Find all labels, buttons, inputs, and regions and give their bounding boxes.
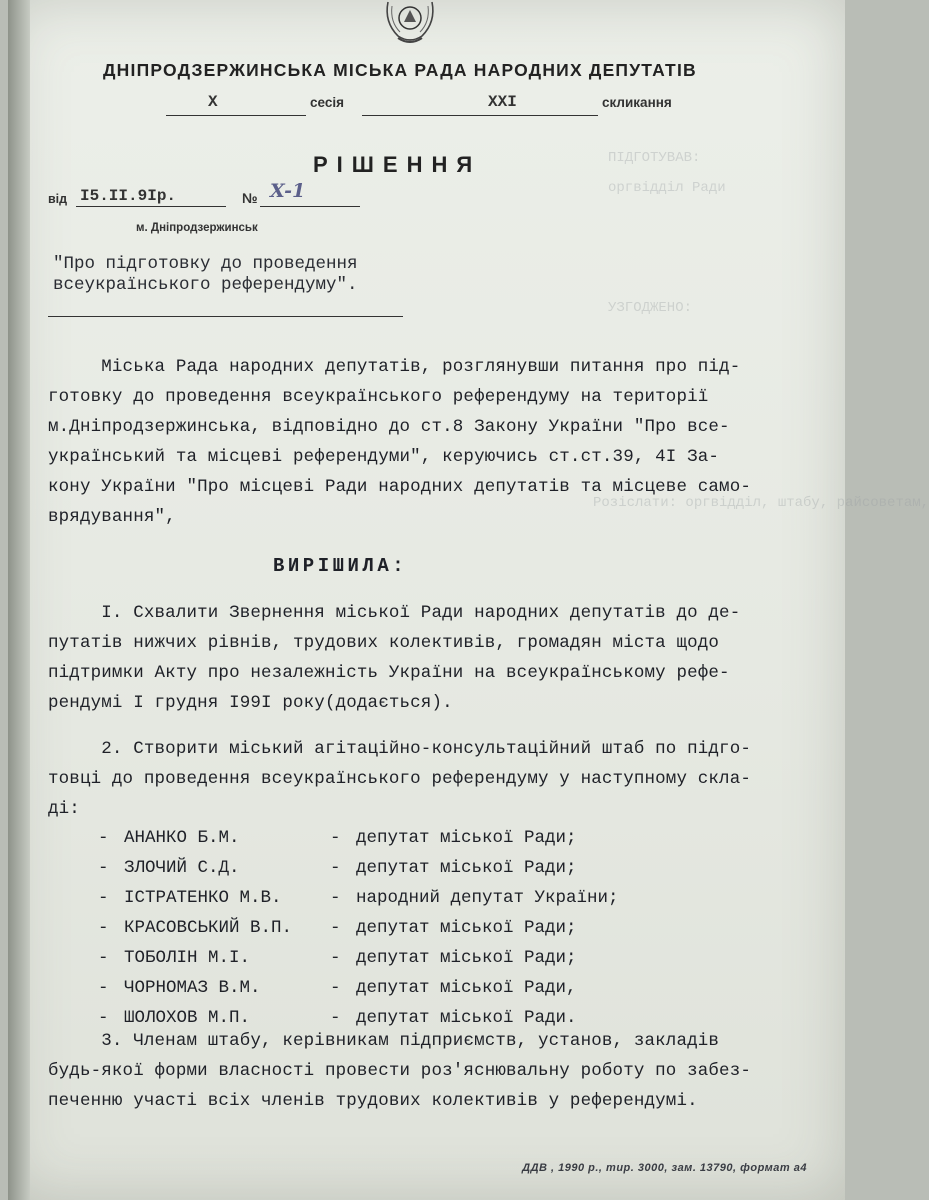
staff-name: КРАСОВСЬКИЙ В.П. (124, 918, 293, 938)
staff-row: - ЧОРНОМАЗ В.М. - депутат міської Ради, (98, 978, 577, 998)
staff-role: депутат міської Ради; (356, 828, 577, 848)
item-1-line: путатів нижчих рівнів, трудових колективів, громадян міста щодо (48, 633, 720, 653)
staff-role: депутат міської Ради; (356, 858, 577, 878)
document-sheet (8, 0, 929, 1200)
staff-name: ШОЛОХОВ М.П. (124, 1008, 251, 1028)
item-2-line: ді: (48, 799, 80, 819)
staff-role: депутат міської Ради. (356, 1008, 577, 1028)
preamble-line: врядування", (48, 507, 176, 527)
convocation-label: скликання (602, 95, 672, 110)
bleed-text: оргвідділ Ради (608, 180, 726, 196)
session-line (118, 95, 738, 119)
staff-name: ІСТРАТЕНКО М.В. (124, 888, 282, 908)
staff-list (98, 828, 738, 1030)
session-number: Х (208, 93, 218, 111)
preamble-line: м.Дніпродзержинська, відповідно до ст.8 Закону України "Про все- (48, 417, 730, 437)
item-2-line: товці до проведення всеукраїнського референдуму у наступному скла- (48, 769, 752, 789)
subject-underline (48, 316, 403, 317)
council-title: ДНІПРОДЗЕРЖИНСЬКА МІСЬКА РАДА НАРОДНИХ ДЕПУТАТІВ (103, 60, 697, 80)
city-note: м. Дніпродзержинськ (136, 222, 258, 234)
preamble-line: кону України "Про місцеві Ради народних депутатів та місцеве само- (48, 477, 752, 497)
preamble-line: Міська Рада народних депутатів, розглянувши питання про під- (48, 357, 741, 377)
convocation-number: ХХІ (488, 93, 517, 111)
item-3-line: будь-якої форми власності провести роз'яснювальну роботу по забез- (48, 1061, 752, 1081)
item-2-line: 2. Створити міський агітаційно-консультаційний штаб по підго- (48, 739, 752, 759)
session-label: сесія (310, 95, 344, 110)
item-3-line: 3. Членам штабу, керівникам підприємств, установ, закладів (48, 1031, 720, 1051)
item-1-line: рендумі І грудня І99І року(додається). (48, 693, 453, 713)
decision-date: І5.ІІ.9Ір. (80, 187, 177, 205)
staff-name: ЧОРНОМАЗ В.М. (124, 978, 261, 998)
item-1-line: І. Схвалити Звернення міської Ради народних депутатів до де- (48, 603, 741, 623)
staff-row: - ШОЛОХОВ М.П. - депутат міської Ради. (98, 1008, 577, 1028)
coat-of-arms-emblem (380, 0, 440, 46)
printer-footer: ДДВ , 1990 р., тир. 3000, зам. 13790, формат а4 (522, 1162, 807, 1174)
item-1-line: підтримки Акту про незалежність України на всеукраїнському рефе- (48, 663, 730, 683)
document-type-title: РІШЕННЯ (313, 152, 482, 177)
staff-name: ЗЛОЧИЙ С.Д. (124, 858, 240, 878)
staff-role: народний депутат України; (356, 888, 619, 908)
preamble (48, 352, 838, 532)
staff-row: - КРАСОВСЬКИЙ В.П. - депутат міської Ради; (98, 918, 577, 938)
preamble-line: готовку до проведення всеукраїнського референдуму на території (48, 387, 709, 407)
staff-role: депутат міської Ради; (356, 948, 577, 968)
subject-line: всеукраїнського референдуму". (53, 275, 358, 295)
item-3-line: печенню участі всіх членів трудових колективів у референдумі. (48, 1091, 698, 1111)
bleed-text: ПІДГОТУВАВ: (608, 150, 701, 166)
staff-row: - ТОБОЛІН М.І. - депутат міської Ради; (98, 948, 577, 968)
staff-role: депутат міської Ради, (356, 978, 577, 998)
scan-shadow (8, 0, 30, 1200)
resolution-heading: ВИРІШИЛА: (273, 555, 408, 577)
preamble-line: український та місцеві референдуми", керуючись ст.ст.39, 4І За- (48, 447, 720, 467)
staff-row: - АНАНКО Б.М. - депутат міської Ради; (98, 828, 577, 848)
staff-row: - ІСТРАТЕНКО М.В. - народний депутат України; (98, 888, 619, 908)
bleed-text: УЗГОДЖЕНО: (608, 300, 693, 316)
item-2 (48, 734, 838, 824)
item-1 (48, 598, 838, 718)
subject-line: "Про підготовку до проведення (53, 254, 358, 274)
item-3 (48, 1026, 838, 1116)
date-number-line (48, 180, 378, 214)
number-prefix: № (242, 190, 258, 206)
bleed-text: Розіслати: оргвідділ, штабу, райсоветам, (593, 495, 929, 511)
date-prefix: від (48, 192, 68, 206)
decision-number: X-1 (270, 180, 306, 202)
staff-row: - ЗЛОЧИЙ С.Д. - депутат міської Ради; (98, 858, 577, 878)
staff-name: АНАНКО Б.М. (124, 828, 240, 848)
staff-name: ТОБОЛІН М.І. (124, 948, 251, 968)
staff-role: депутат міської Ради; (356, 918, 577, 938)
decision-subject (53, 254, 433, 296)
